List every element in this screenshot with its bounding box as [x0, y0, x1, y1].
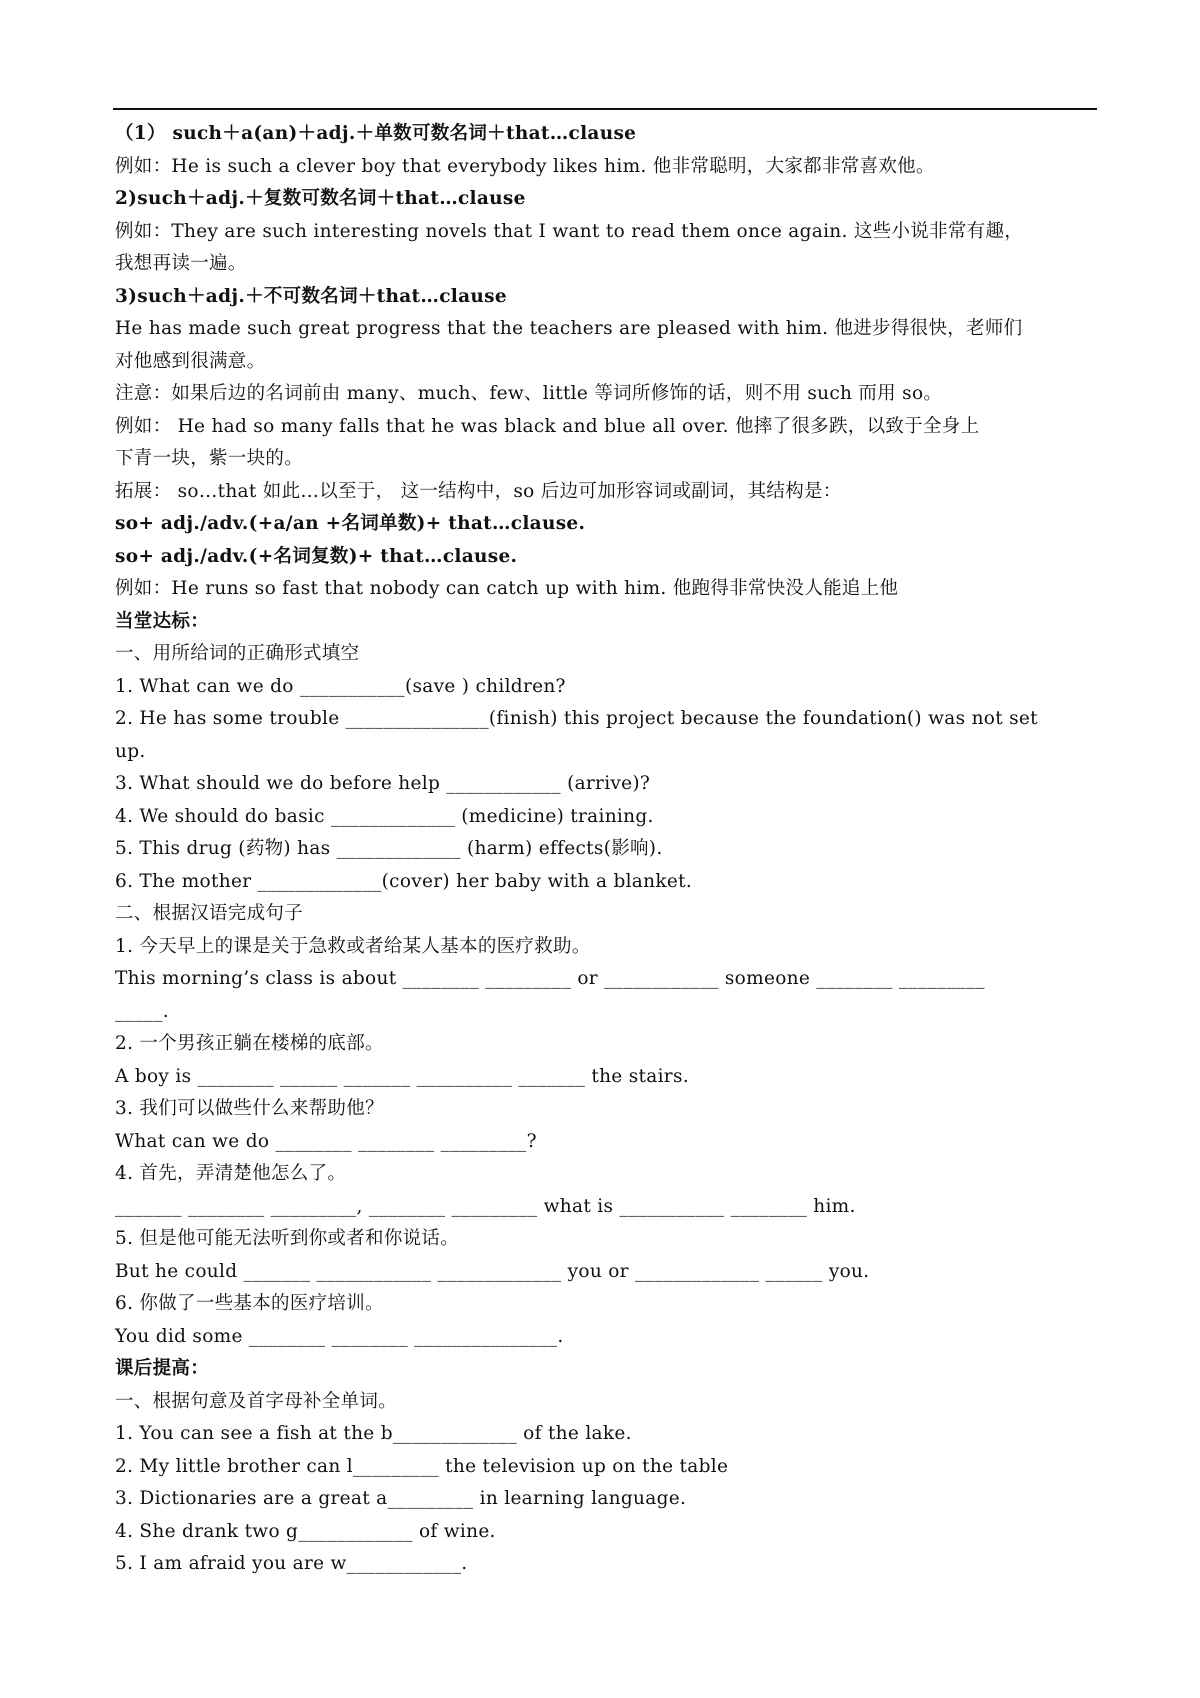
- text-line: You did some ________ ________ _______________.: [115, 1325, 564, 1347]
- text-line: 我想再读一遍。: [115, 253, 247, 274]
- text-line: 下青一块，紫一块的。: [115, 448, 304, 469]
- text-line: 2. 一个男孩正躺在楼梯的底部。: [115, 1033, 384, 1054]
- document-body: [115, 118, 1105, 1581]
- text-line: A boy is ________ ______ _______ __________ _______ the stairs.: [115, 1065, 689, 1087]
- text-line: This morning’s class is about ________ _________ or ____________ someone ________ _________: [115, 968, 985, 989]
- text-line: 3. 我们可以做些什么来帮助他？: [115, 1098, 384, 1119]
- text-line: 例如：He is such a clever boy that everybody likes him. 他非常聪明，大家都非常喜欢他。: [115, 155, 935, 177]
- text-line: 4. 首先，弄清楚他怎么了。: [115, 1163, 347, 1184]
- text-line: What can we do ________ ________ _________?: [115, 1130, 537, 1152]
- text-line: 二、根据汉语完成句子: [115, 903, 304, 924]
- text-line: 4. We should do basic _____________ (medicine) training.: [115, 805, 654, 827]
- text-line: He has made such great progress that the teachers are pleased with him. 他进步得很快，老师们: [115, 318, 1023, 339]
- text-line: up.: [115, 740, 146, 762]
- text-line: 6. The mother _____________(cover) her baby with a blanket.: [115, 870, 693, 892]
- text-line: 一、用所给词的正确形式填空: [115, 643, 360, 664]
- text-line: 2. He has some trouble _______________(finish) this project because the foundation() was not set: [115, 708, 1038, 729]
- text-line: 例如：He runs so fast that nobody can catch up with him. 他跑得非常快没人能追上他: [115, 578, 899, 599]
- text-line: 1. You can see a fish at the b_____________ of the lake.: [115, 1423, 632, 1444]
- text-line: 3. What should we do before help ____________ (arrive)?: [115, 773, 651, 794]
- text-line: 当堂达标：: [115, 610, 210, 632]
- text-line: 一、根据句意及首字母补全单词。: [115, 1390, 398, 1412]
- text-line: _______ ________ _________, ________ _________ what is ___________ ________ him.: [115, 1195, 856, 1217]
- text-line: 2)such＋adj.＋复数可数名词＋that…clause: [115, 188, 526, 209]
- text-line: 6. 你做了一些基本的医疗培训。: [115, 1293, 384, 1314]
- text-line: 课后提高：: [115, 1358, 210, 1379]
- text-line: （1） such＋a(an)＋adj.＋单数可数名词＋that…clause: [115, 123, 637, 144]
- text-line: 3)such＋adj.＋不可数名词＋that…clause: [115, 285, 507, 307]
- text-line: 5. 但是他可能无法听到你或者和你说话。: [115, 1228, 460, 1249]
- text-line: 2. My little brother can l_________ the television up on the table: [115, 1455, 729, 1477]
- header-rule: [113, 108, 1097, 110]
- text-line: 对他感到很满意。: [115, 350, 266, 372]
- text-line: 5. This drug (药物) has _____________ (harm) effects(影响).: [115, 838, 663, 859]
- text-line: 3. Dictionaries are a great a_________ in learning language.: [115, 1488, 687, 1509]
- text-line: so+ adj./adv.(+a/an +名词单数)+ that…clause.: [115, 513, 586, 534]
- text-line: 例如： He had so many falls that he was black and blue all over. 他摔了很多跌，以致于全身上: [115, 415, 980, 437]
- text-line: 拓展： so…that 如此…以至于， 这一结构中，so 后边可加形容词或副词，其结构是：: [115, 480, 842, 502]
- text-line: 4. She drank two g____________ of wine.: [115, 1520, 496, 1542]
- text-line: so+ adj./adv.(+名词复数)+ that…clause.: [115, 545, 518, 567]
- text-line: 例如：They are such interesting novels that I want to read them once again. 这些小说非常有趣，: [115, 220, 1024, 242]
- text-line: _____.: [115, 1000, 169, 1022]
- text-line: But he could _______ ____________ _____________ you or _____________ ______ you.: [115, 1260, 870, 1282]
- text-line: 5. I am afraid you are w____________.: [115, 1553, 468, 1574]
- text-line: 1. What can we do ___________(save ) children?: [115, 675, 566, 697]
- text-line: 注意：如果后边的名词前由 many、much、few、little 等词所修饰的话，则不用 such 而用 so。: [115, 383, 943, 404]
- text-line: 1. 今天早上的课是关于急救或者给某人基本的医疗救助。: [115, 935, 591, 957]
